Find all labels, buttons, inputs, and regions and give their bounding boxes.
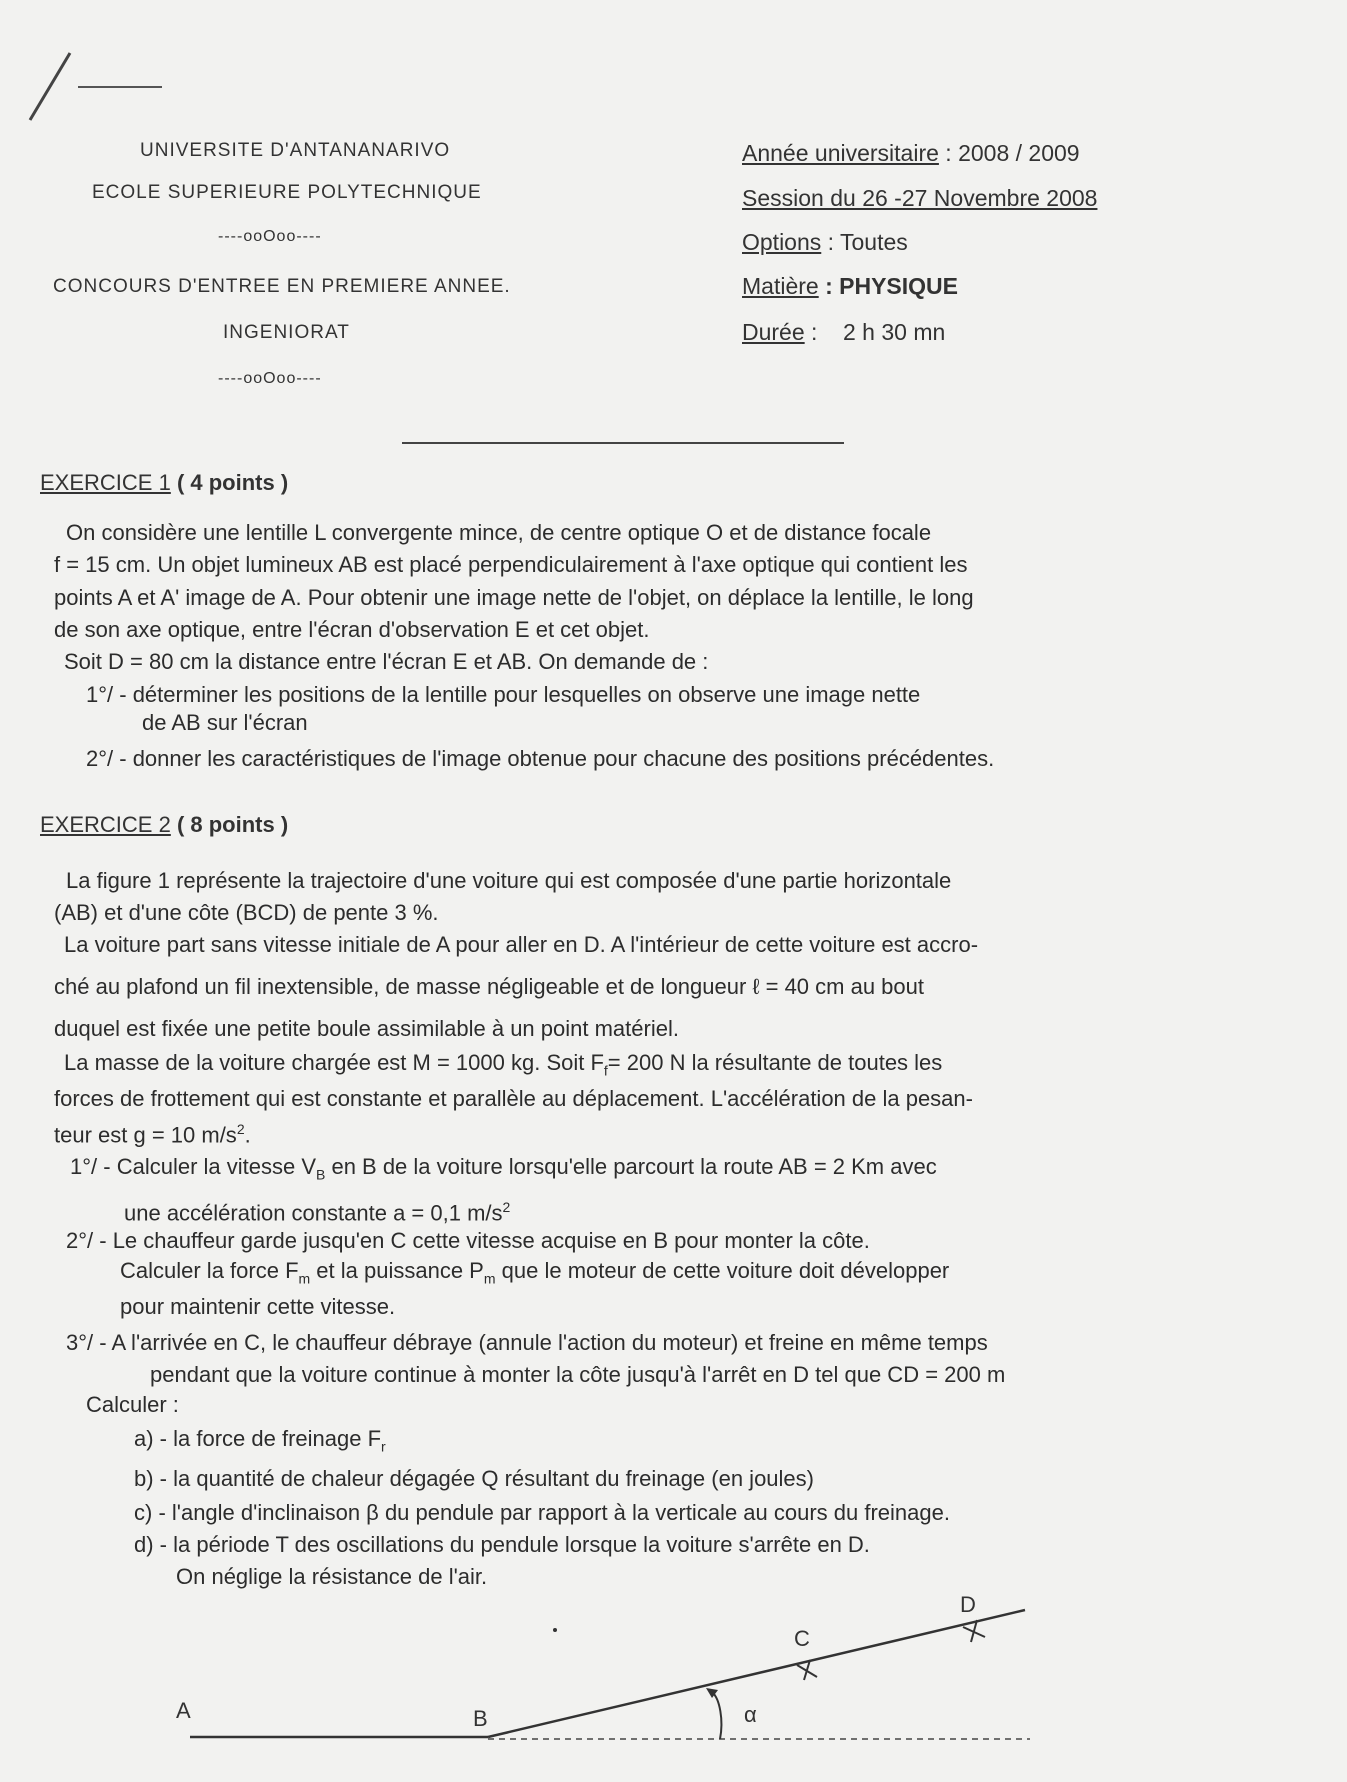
ex2-text: . xyxy=(244,1122,251,1148)
ex2-text: 1°/ - Calculer la vitesse V xyxy=(70,1154,316,1179)
header-rule xyxy=(402,442,844,444)
matiere-value: : PHYSIQUE xyxy=(818,273,959,299)
figure-label-d: D xyxy=(960,1592,976,1617)
ex2-text: = 200 N la résultante de toutes les xyxy=(607,1050,943,1075)
ex2-line: On néglige la résistance de l'air. xyxy=(176,1564,488,1589)
ex1-line: 1°/ - déterminer les positions de la lentille pour lesquelles on observe une image nette xyxy=(86,682,921,707)
matiere-line xyxy=(742,273,958,300)
ex2-line: pour maintenir cette vitesse. xyxy=(120,1294,396,1319)
ex2-subscript: B xyxy=(316,1166,326,1183)
ex2-line: b) - la quantité de chaleur dégagée Q résultant du freinage (en joules) xyxy=(134,1466,814,1491)
ex2-text: Calculer la force F xyxy=(120,1258,299,1283)
ex2-points: ( 8 points ) xyxy=(170,812,289,837)
concours-title: CONCOURS D'ENTREE EN PREMIERE ANNEE. xyxy=(53,276,511,297)
ex2-line: ché au plafond un fil inextensible, de masse négligeable et de longueur ℓ = 40 cm au bout xyxy=(54,974,924,999)
ex2-line xyxy=(124,1194,510,1226)
ex2-text: que le moteur de cette voiture doit développer xyxy=(495,1258,950,1283)
alpha-arc xyxy=(712,1692,721,1739)
separator-2: ----ooOoo---- xyxy=(218,370,322,387)
figure-label-a: A xyxy=(176,1698,191,1723)
figure-label-b: B xyxy=(473,1706,488,1731)
ex2-title-text: EXERCICE 2 xyxy=(40,812,171,837)
ex2-line xyxy=(64,1050,942,1083)
ex1-line: On considère une lentille L convergente mince, de centre optique O et de distance focale xyxy=(66,520,932,545)
ex2-line xyxy=(54,1116,251,1148)
figure-label-c: C xyxy=(794,1626,810,1651)
ex2-subscript: r xyxy=(381,1438,386,1455)
ex1-line: points A et A' image de A. Pour obtenir une image nette de l'objet, on déplace la lentille, le long xyxy=(54,585,974,610)
stray-dot xyxy=(553,1628,557,1632)
options-value: : Toutes xyxy=(821,229,908,255)
ex1-line: de AB sur l'écran xyxy=(142,710,308,735)
ex2-line: 2°/ - Le chauffeur garde jusqu'en C cette vitesse acquise en B pour monter la côte. xyxy=(66,1228,870,1253)
duree-label: Durée xyxy=(742,319,805,345)
ex2-text: teur est g = 10 m/s xyxy=(54,1122,237,1148)
ex2-text: en B de la voiture lorsqu'elle parcourt la route AB = 2 Km avec xyxy=(325,1154,937,1179)
ex1-line: de son axe optique, entre l'écran d'observation E et cet objet. xyxy=(54,617,650,642)
ex2-subscript: m xyxy=(298,1270,311,1287)
ex2-line: La figure 1 représente la trajectoire d'une voiture qui est composée d'une partie horizontale xyxy=(66,868,952,893)
ex2-line: Calculer : xyxy=(86,1392,179,1417)
ex1-points: ( 4 points ) xyxy=(170,470,289,495)
ex2-superscript: 2 xyxy=(502,1199,511,1215)
school-name: ECOLE SUPERIEURE POLYTECHNIQUE xyxy=(92,182,482,203)
ex1-line: Soit D = 80 cm la distance entre l'écran E et AB. On demande de : xyxy=(64,649,709,674)
ex2-line xyxy=(134,1426,386,1459)
university-name: UNIVERSITE D'ANTANANARIVO xyxy=(140,140,451,161)
pen-mark xyxy=(20,45,170,125)
ex2-text: et la puissance P xyxy=(310,1258,484,1283)
ex2-text: a) - la force de freinage F xyxy=(134,1426,382,1451)
matiere-label: Matière xyxy=(742,273,819,299)
ex1-line: f = 15 cm. Un objet lumineux AB est placé perpendiculairement à l'axe optique qui contient les xyxy=(54,552,968,577)
ex2-line xyxy=(70,1154,937,1187)
exercise-1-title xyxy=(40,470,288,496)
ex2-line: duquel est fixée une petite boule assimilable à un point matériel. xyxy=(54,1016,679,1041)
duree-line xyxy=(742,319,945,346)
options-line xyxy=(742,229,908,256)
figure-label-alpha: α xyxy=(744,1702,757,1727)
ex2-line: (AB) et d'une côte (BCD) de pente 3 %. xyxy=(54,900,439,925)
ex1-title-text: EXERCICE 1 xyxy=(40,470,171,495)
duree-value: : 2 h 30 mn xyxy=(804,319,946,345)
ex2-subscript: m xyxy=(483,1270,496,1287)
session-line: Session du 26 -27 Novembre 2008 xyxy=(742,185,1098,211)
ex2-line: forces de frottement qui est constante et parallèle au déplacement. L'accélération de la pesan- xyxy=(54,1086,973,1111)
ex2-text: La masse de la voiture chargée est M = 1000 kg. Soit F xyxy=(64,1050,604,1075)
annee-value: : 2008 / 2009 xyxy=(938,140,1080,166)
ex2-line: pendant que la voiture continue à monter la côte jusqu'à l'arrêt en D tel que CD = 200 m xyxy=(150,1362,1006,1387)
figure-1-trajectory xyxy=(0,1580,1347,1782)
ex1-line: 2°/ - donner les caractéristiques de l'image obtenue pour chacune des positions précédentes. xyxy=(86,746,995,771)
ex2-line: d) - la période T des oscillations du pendule lorsque la voiture s'arrête en D. xyxy=(134,1532,870,1557)
ex2-line: c) - l'angle d'inclinaison β du pendule par rapport à la verticale au cours du freinage. xyxy=(134,1500,950,1525)
ex2-superscript: 2 xyxy=(236,1121,245,1137)
ingeniorat-title: INGENIORAT xyxy=(223,322,350,343)
ex2-line: 3°/ - A l'arrivée en C, le chauffeur débraye (annule l'action du moteur) et freine en même temps xyxy=(66,1330,988,1355)
ex2-line xyxy=(120,1258,949,1291)
options-label: Options xyxy=(742,229,822,255)
annee-label: Année universitaire xyxy=(742,140,939,166)
ex2-line: La voiture part sans vitesse initiale de A pour aller en D. A l'intérieur de cette voiture est accro- xyxy=(64,932,979,957)
academic-year xyxy=(742,140,1080,167)
ex2-subscript: f xyxy=(603,1062,608,1079)
separator-1: ----ooOoo---- xyxy=(218,228,322,245)
exercise-2-title xyxy=(40,812,288,838)
ex2-text: une accélération constante a = 0,1 m/s xyxy=(124,1200,503,1226)
